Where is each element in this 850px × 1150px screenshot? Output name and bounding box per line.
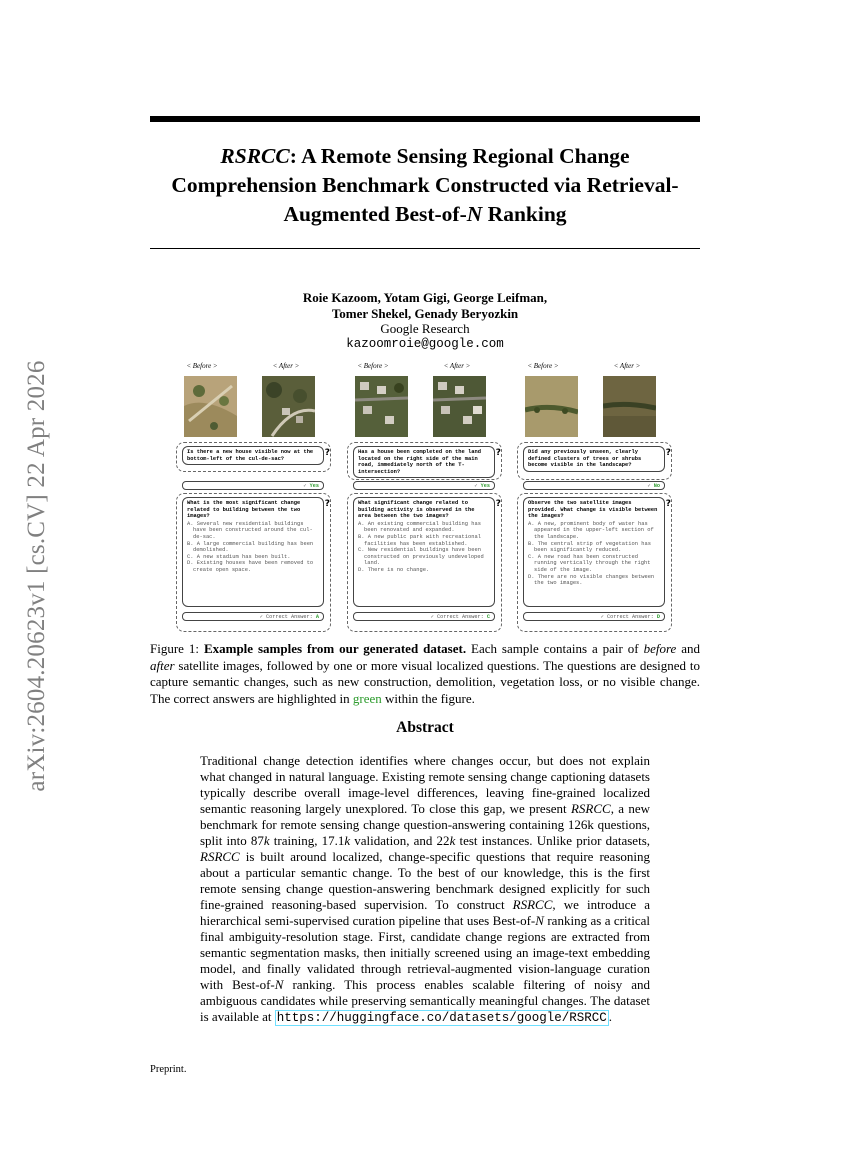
question-mark-icon: ? — [495, 448, 501, 458]
correct-answer-box: ✓ Correct Answer: C — [353, 612, 495, 621]
before-label: < Before > — [357, 362, 389, 370]
affiliation: Google Research — [380, 321, 470, 336]
author-block — [150, 290, 700, 352]
question-2-box: Observe the two satellite images provided. What change is visible between the images? A. A new, prominent body of water has appeared in the upper-left section of the landscape. B. The central strip of vegetation has been significantly reduced. C. A new road has been constructed running vertically through the right side of the image. D. There are no visible changes between the two images. — [523, 497, 665, 607]
dataset-link[interactable]: https://huggingface.co/datasets/google/RSRCC — [276, 1011, 607, 1025]
after-satellite-image — [433, 376, 486, 437]
question-mark-icon: ? — [324, 448, 330, 458]
before-satellite-image — [184, 376, 237, 437]
question-mark-icon: ? — [665, 448, 671, 458]
answer-1-box: ✓ Yes — [182, 481, 324, 490]
before-label: < Before > — [527, 362, 559, 370]
before-satellite-image — [525, 376, 578, 437]
arxiv-stamp: arXiv:2604.20623v1 [cs.CV] 22 Apr 2026 — [23, 360, 50, 792]
abstract-heading: Abstract — [396, 719, 454, 736]
correct-answer-box: ✓ Correct Answer: D — [523, 612, 665, 621]
title-top-rule — [150, 116, 700, 122]
before-satellite-image — [355, 376, 408, 437]
question-1-box: Is there a new house visible now at the bottom-left of the cul-de-sac? — [182, 446, 324, 465]
question-mark-icon: ? — [324, 499, 330, 509]
sample-2 — [347, 362, 502, 632]
author-names-line2: Tomer Shekel, Genady Beryozkin — [331, 305, 519, 321]
after-label: < After > — [443, 362, 471, 370]
figure-caption: Figure 1: Example samples from our generated dataset. Each sample contains a pair of before and after satellite images, followed by one or more visual localized questions. The questions are designed to capture semantic changes, such as new construction, demolition, vegetation loss, or no visible change. The correct answers are highlighted in green within the figure. — [150, 641, 701, 706]
figure-1 — [176, 362, 676, 632]
abstract-body: Traditional change detection identifies where changes occur, but does not explain what changed in natural language. Existing remote sensing change captioning datasets typically describe overall image-level differences, leaving fine-grained localized semantic reasoning largely unexplored. To close this gap, we present RSRCC, a new benchmark for remote sensing change question-answering containing 126k questions, split into 87k training, 17.1k validation, and 22k test instances. Unlike prior datasets, RSRCC is built around localized, change-specific questions that require reasoning about a particular semantic change. To the best of our knowledge, this is the first remote sensing change question-answering benchmark designed explicitly for such fine-grained reasoning-based supervision. To construct RSRCC, we introduce a hierarchical semi-supervised curation pipeline that uses Best-of-N ranking as a critical final ambiguity-resolution stage. First, candidate change regions are extracted from semantic segmentation masks, then initially screened using an image-text embedding model, and finally validated through retrieval-augmented vision-language curation with Best-of-N ranking. This process enables scalable filtering of noisy and ambiguous candidates while preserving semantically meaningful changes. The dataset is available at https://huggingface.co/datasets/google/RSRCC . — [200, 753, 651, 1025]
after-label: < After > — [613, 362, 641, 370]
after-satellite-image — [262, 376, 315, 437]
paper-title: RSRCC: A Remote Sensing Regional Change Comprehension Benchmark Constructed via Retrieval-Augmented Best-of-N Ranking — [171, 144, 679, 226]
question-mark-icon: ? — [665, 499, 671, 509]
answer-1-box: ✓ Yes — [353, 481, 495, 490]
author-names-line1: Roie Kazoom, Yotam Gigi, George Leifman, — [302, 290, 548, 305]
question-1-box: Has a house been completed on the land located on the right side of the main road, immediately north of the T-intersection? — [353, 446, 495, 478]
after-label: < After > — [272, 362, 300, 370]
question-2-box: What significant change related to building activity is observed in the area between the two images? A. An existing commercial building has been renovated and expanded. B. A new public park with recreational facilities has been established. C. New residential buildings have been constructed on previously undeveloped land. D. There is no change. — [353, 497, 495, 607]
question-1-box: Did any previously unseen, clearly defined clusters of trees or shrubs become visible in the landscape? — [523, 446, 665, 472]
question-2-box: What is the most significant change related to building between the two images? A. Several new residential buildings have been constructed around the cul-de-sac. B. A large commercial building has been demolished. C. A new stadium has been built. D. Existing houses have been removed to create open space. — [182, 497, 324, 607]
title-bottom-rule — [150, 248, 700, 249]
sample-1 — [176, 362, 331, 632]
before-label: < Before > — [186, 362, 218, 370]
after-satellite-image — [603, 376, 656, 437]
author-email[interactable]: kazoomroie@google.com — [346, 336, 504, 351]
footer-preprint: Preprint. — [150, 1064, 187, 1075]
correct-answer-box: ✓ Correct Answer: A — [182, 612, 324, 621]
question-mark-icon: ? — [495, 499, 501, 509]
sample-3 — [517, 362, 672, 632]
answer-1-box: ✓ No — [523, 481, 665, 490]
